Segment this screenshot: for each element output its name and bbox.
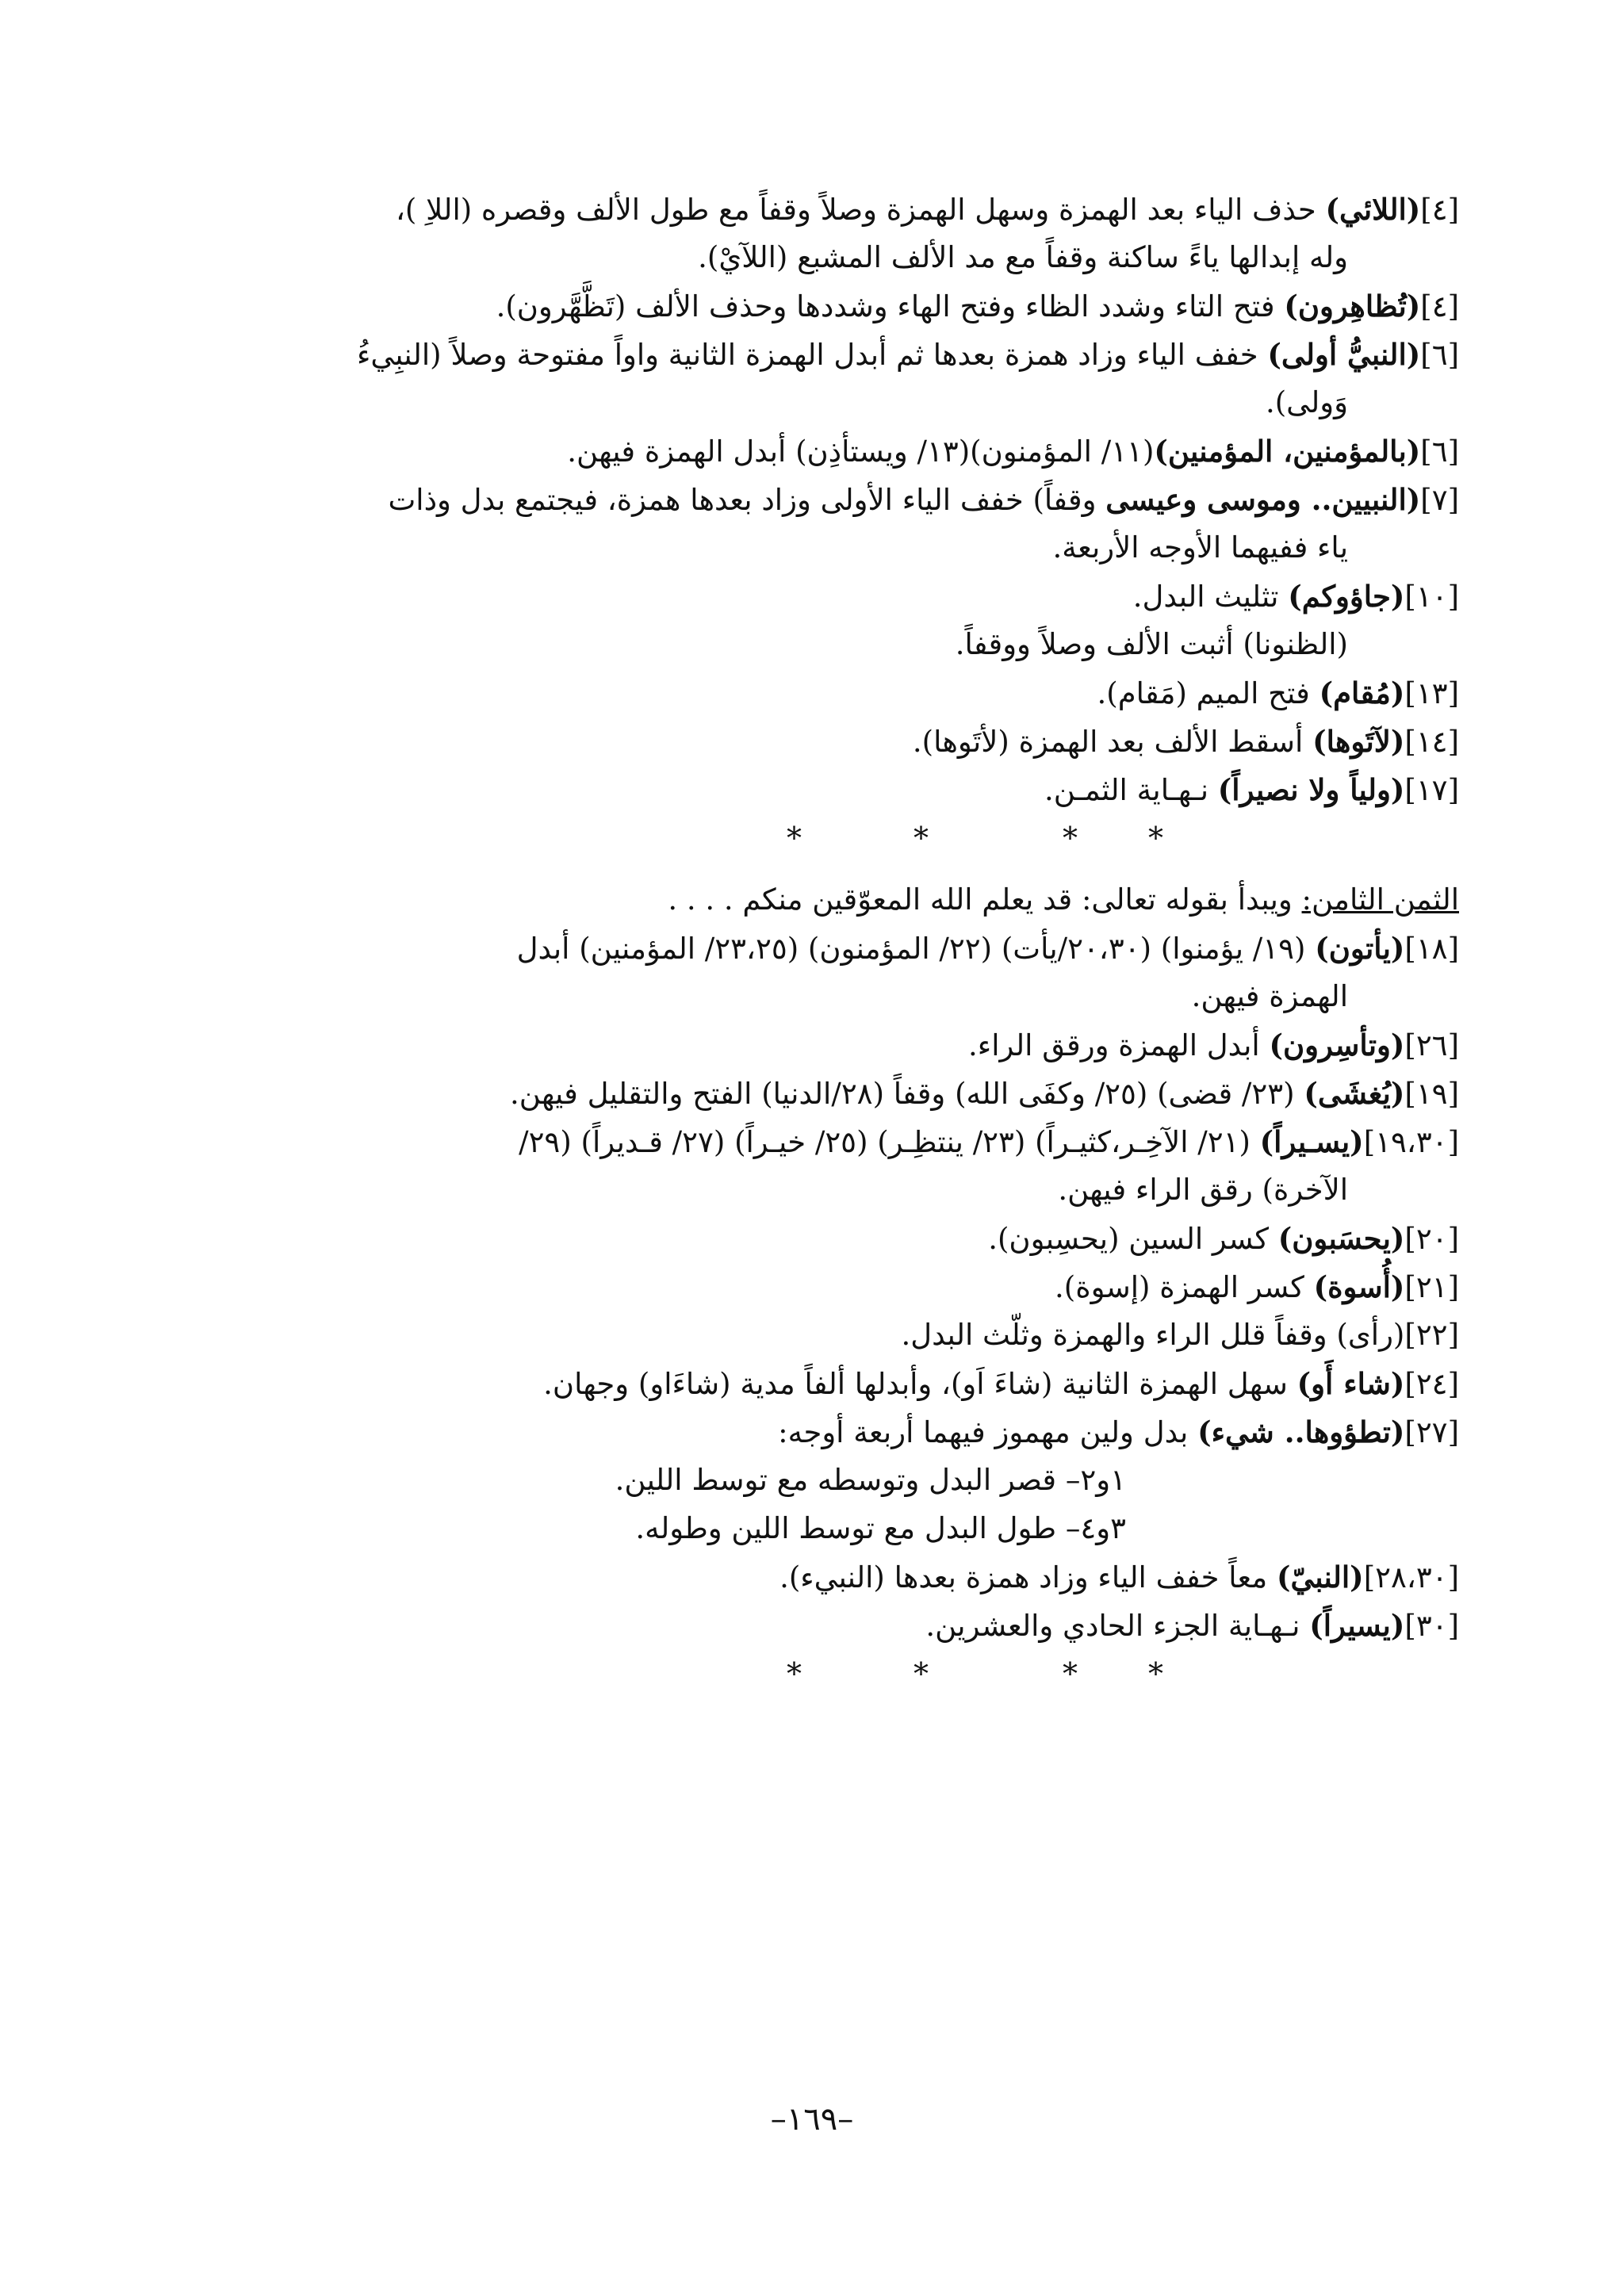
star-glyph: * [914,1656,929,1691]
entry-continuation: وله إبدالها ياءً ساكنة وقفاً مع مد الألف المشبع (اللآيْ). [698,240,1348,274]
entry-line: [١٩،٣٠](يسـيراً) (٢١/ الآخِـر،كثيـراً) (٢٣/ ينتظِـر) (٢٥/ خيـراً) (٢٧/ قـديراً) (٢٩/ [519,1124,1459,1159]
entry-line: [٤](اللائي) حذف الياء بعد الهمزة وسهل الهمزة وصلاً وقفاً مع طول الألف وقصره (اللاِ )، [395,192,1459,227]
entry-line: [١٣](مُقام) فتح الميم (مَقام). [1097,676,1459,710]
entry-line: [٦](النبيُّ أولى) خفف الياء وزاد همزة بعدها ثم أبدل الهمزة الثانية واواً مفتوحة وصلاً (النبِيءُ [357,337,1459,372]
entry-line: [٧](النبيين.. وموسى وعيسى وقفاً) خفف الياء الأولى وزاد بعدها همزة، فيجتمع بدل وذات [388,482,1459,517]
star-glyph: * [1148,821,1163,856]
entry-line: [١٠](جاؤوكم) تثليث البدل. [1132,579,1459,614]
section-divider-stars [182,1651,1459,1706]
entry-line: [٢١](أُسوة) كسر الهمزة (إسوة). [1055,1269,1459,1304]
entry-continuation: الآخرة) رقق الراء فيهن. [1058,1173,1348,1207]
entry-line: [٢٨،٣٠](النبيّ) معاً خفف الياء وزاد همزة بعدها (النبيء). [779,1560,1459,1594]
page-body [182,186,1459,1706]
entry-line: [١٩](يُغشَى) (٢٣/ قضى) (٢٥/ وكفَى الله) وقفاً (٢٨/الدنيا) الفتح والتقليل فيهن. [510,1076,1459,1111]
entry-line: [٢٢](رأى) وقفاً قلل الراء والهمزة وثلّث البدل. [901,1318,1459,1352]
entry-line: [٢٤](شاء أَو) سهل الهمزة الثانية (شاءَ اَو)، وأبدلها ألفاً مدية (شاءَاو) وجهان. [543,1366,1459,1401]
entry-line: [٢٧](تطؤوها.. شيء) بدل ولين مهموز فيهما أربعة أوجه: [778,1414,1459,1449]
entry-line: [١٧](ولياً ولا نصيراً) نـهـاية الثمـن. [1044,772,1459,807]
entry-line: [٣٠](يسيراً) نـهـاية الجزء الحادي والعشرين. [925,1608,1459,1643]
section-2 [182,925,1459,1651]
section-1 [182,186,1459,815]
star-glyph: * [1063,1656,1078,1691]
entry-line: [٦](بالمؤمنين، المؤمنين)(١١/ المؤمنون)(١٣/ ويستأذِن) أبدل الهمزة فيهن. [567,434,1459,469]
section-divider-stars [182,815,1459,871]
entry-line: (الظنونا) أثبت الألف وصلاً ووقفاً. [955,627,1348,661]
star-glyph: * [787,821,802,856]
entry-continuation: وَولى). [1265,385,1348,419]
entry-continuation: الهمزة فيهن. [1191,979,1348,1013]
page-number: –١٦٩– [770,2101,854,2138]
entry-continuation: ياء ففيهما الأوجه الأربعة. [1052,530,1348,565]
sub-item: ٣و٤– طول البدل مع توسط اللين وطوله. [635,1511,1126,1545]
entry-line: [٤](تُظاهِرون) فتح التاء وشدد الظاء وفتح الهاء وشددها وحذف الألف (تَظَّهَّرون). [496,289,1459,323]
star-glyph: * [1148,1656,1163,1691]
section-heading: الثمن الثامن: ويبدأ بقوله تعالى: قد يعلم الله المعوّقين منكم . . . . [668,882,1459,917]
star-glyph: * [787,1656,802,1691]
star-glyph: * [914,821,929,856]
entry-line: [٢٠](يحسَبون) كسر السين (يحسِبون). [988,1221,1459,1256]
entry-line: [٢٦](وتأسِرون) أبدل الهمزة ورقق الراء. [968,1028,1459,1062]
entry-line: [١٤](لآتَوها) أسقط الألف بعد الهمزة (لأتَوها). [912,724,1459,759]
entry-line: [١٨](يأتون) (١٩/ يؤمنوا) (٢٠،٣٠/يأت) (٢٢/ المؤمنون) (٢٣،٢٥/ المؤمنين) أبدل [516,931,1459,966]
star-glyph: * [1063,821,1078,856]
sub-item: ١و٢– قصر البدل وتوسطه مع توسط اللين. [615,1463,1126,1497]
